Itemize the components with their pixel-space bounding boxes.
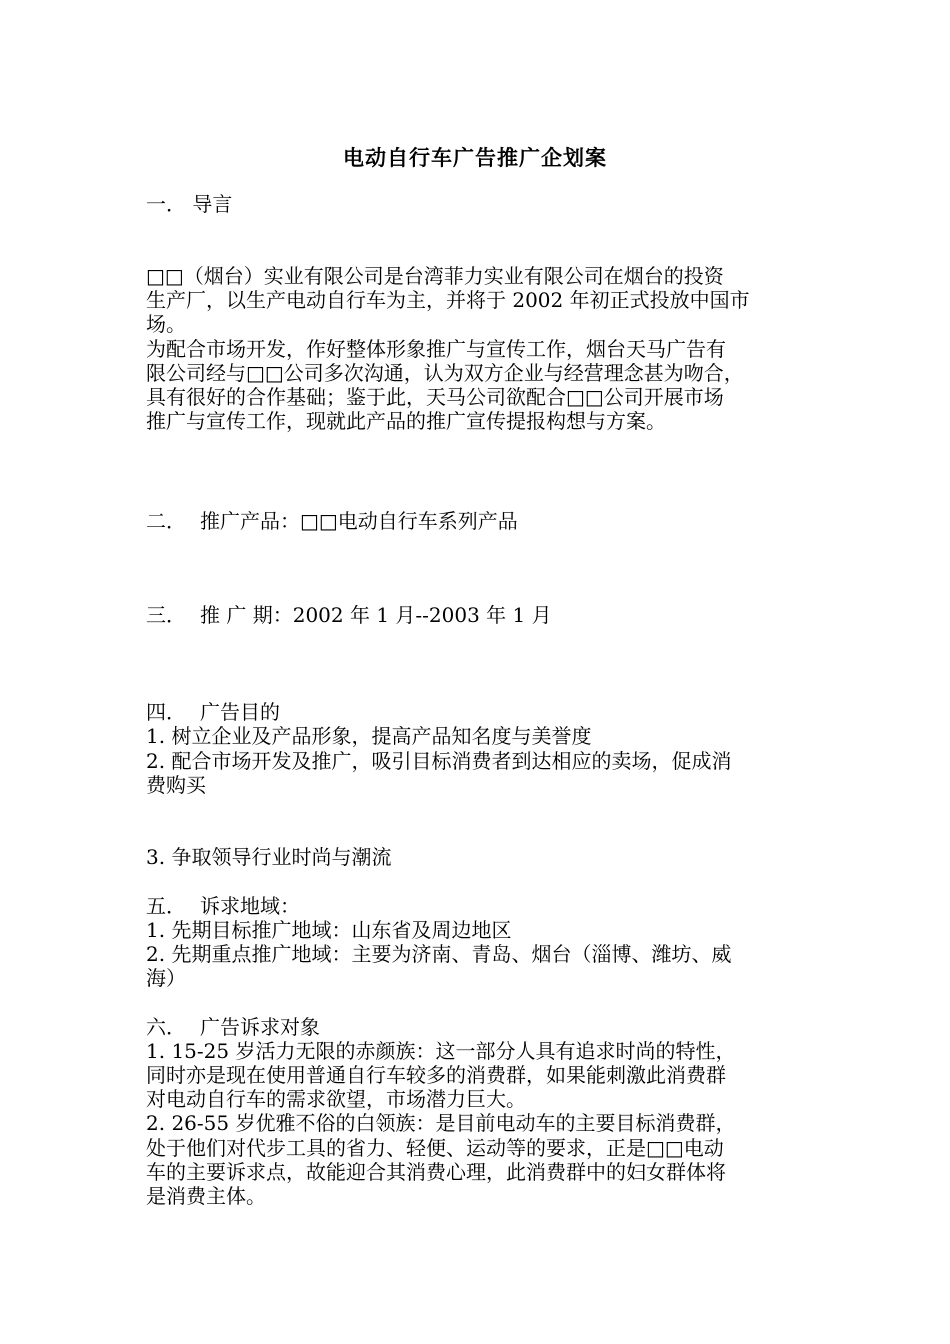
section-heading-product: [146, 509, 811, 533]
list-item: 2. 26-55 岁优雅不俗的白领族：是目前电动车的主要目标消费群，: [146, 1111, 736, 1135]
list-item-continuation: 是消费主体。: [146, 1184, 266, 1208]
section-text: 广告目的: [200, 700, 280, 724]
list-item-continuation: 车的主要诉求点，故能迎合其消费心理，此消费群中的妇女群体将: [146, 1160, 726, 1184]
list-item-continuation: 对电动自行车的需求欲望，市场潜力巨大。: [146, 1087, 526, 1111]
section-heading-objectives: [146, 700, 811, 724]
section-text: 推 广 期：2002 年 1 月--2003 年 1 月: [200, 603, 552, 627]
document-title: 电动自行车广告推广企划案: [343, 145, 607, 170]
section-text: 广告诉求对象: [200, 1015, 320, 1039]
list-item-continuation: 费购买: [146, 773, 206, 797]
section-text: 推广产品：□□电动自行车系列产品: [200, 509, 518, 533]
paragraph-line: □□（烟台）实业有限公司是台湾菲力实业有限公司在烟台的投资: [146, 264, 724, 288]
section-heading-period: [146, 603, 811, 627]
paragraph-line: 场。: [146, 312, 186, 336]
list-item: 2. 先期重点推广地域：主要为济南、青岛、烟台（淄博、潍坊、威: [146, 942, 732, 966]
paragraph-line: 具有很好的合作基础；鉴于此，天马公司欲配合□□公司开展市场: [146, 385, 724, 409]
section-heading-audience: [146, 1015, 811, 1039]
list-item: 3. 争取领导行业时尚与潮流: [146, 845, 392, 869]
section-text: 诉求地域：: [200, 894, 300, 918]
section-number: 四．: [146, 700, 186, 724]
list-item: 1. 先期目标推广地域：山东省及周边地区: [146, 918, 512, 942]
paragraph-line: 推广与宣传工作，现就此产品的推广宣传提报构想与方案。: [146, 409, 666, 433]
section-number: 三．: [146, 603, 186, 627]
list-item: 1. 树立企业及产品形象，提高产品知名度与美誉度: [146, 724, 592, 748]
list-item: 2. 配合市场开发及推广，吸引目标消费者到达相应的卖场，促成消: [146, 749, 732, 773]
section-number: 五．: [146, 894, 186, 918]
list-item-continuation: 同时亦是现在使用普通自行车较多的消费群，如果能刺激此消费群: [146, 1063, 726, 1087]
list-item: 1. 15-25 岁活力无限的赤颜族：这一部分人具有追求时尚的特性，: [146, 1039, 736, 1063]
section-number: 六．: [146, 1015, 186, 1039]
section-heading-intro: 一． 导言: [146, 192, 233, 216]
list-item-continuation: 处于他们对代步工具的省力、轻便、运动等的要求，正是□□电动: [146, 1136, 724, 1160]
section-heading-region: [146, 894, 811, 918]
paragraph-line: 限公司经与□□公司多次沟通，认为双方企业与经营理念甚为吻合，: [146, 361, 744, 385]
list-item-continuation: 海）: [146, 966, 186, 990]
paragraph-line: 为配合市场开发，作好整体形象推广与宣传工作，烟台天马广告有: [146, 337, 726, 361]
paragraph-line: 生产厂，以生产电动自行车为主，并将于 2002 年初正式投放中国市: [146, 288, 750, 312]
section-number: 二．: [146, 509, 186, 533]
